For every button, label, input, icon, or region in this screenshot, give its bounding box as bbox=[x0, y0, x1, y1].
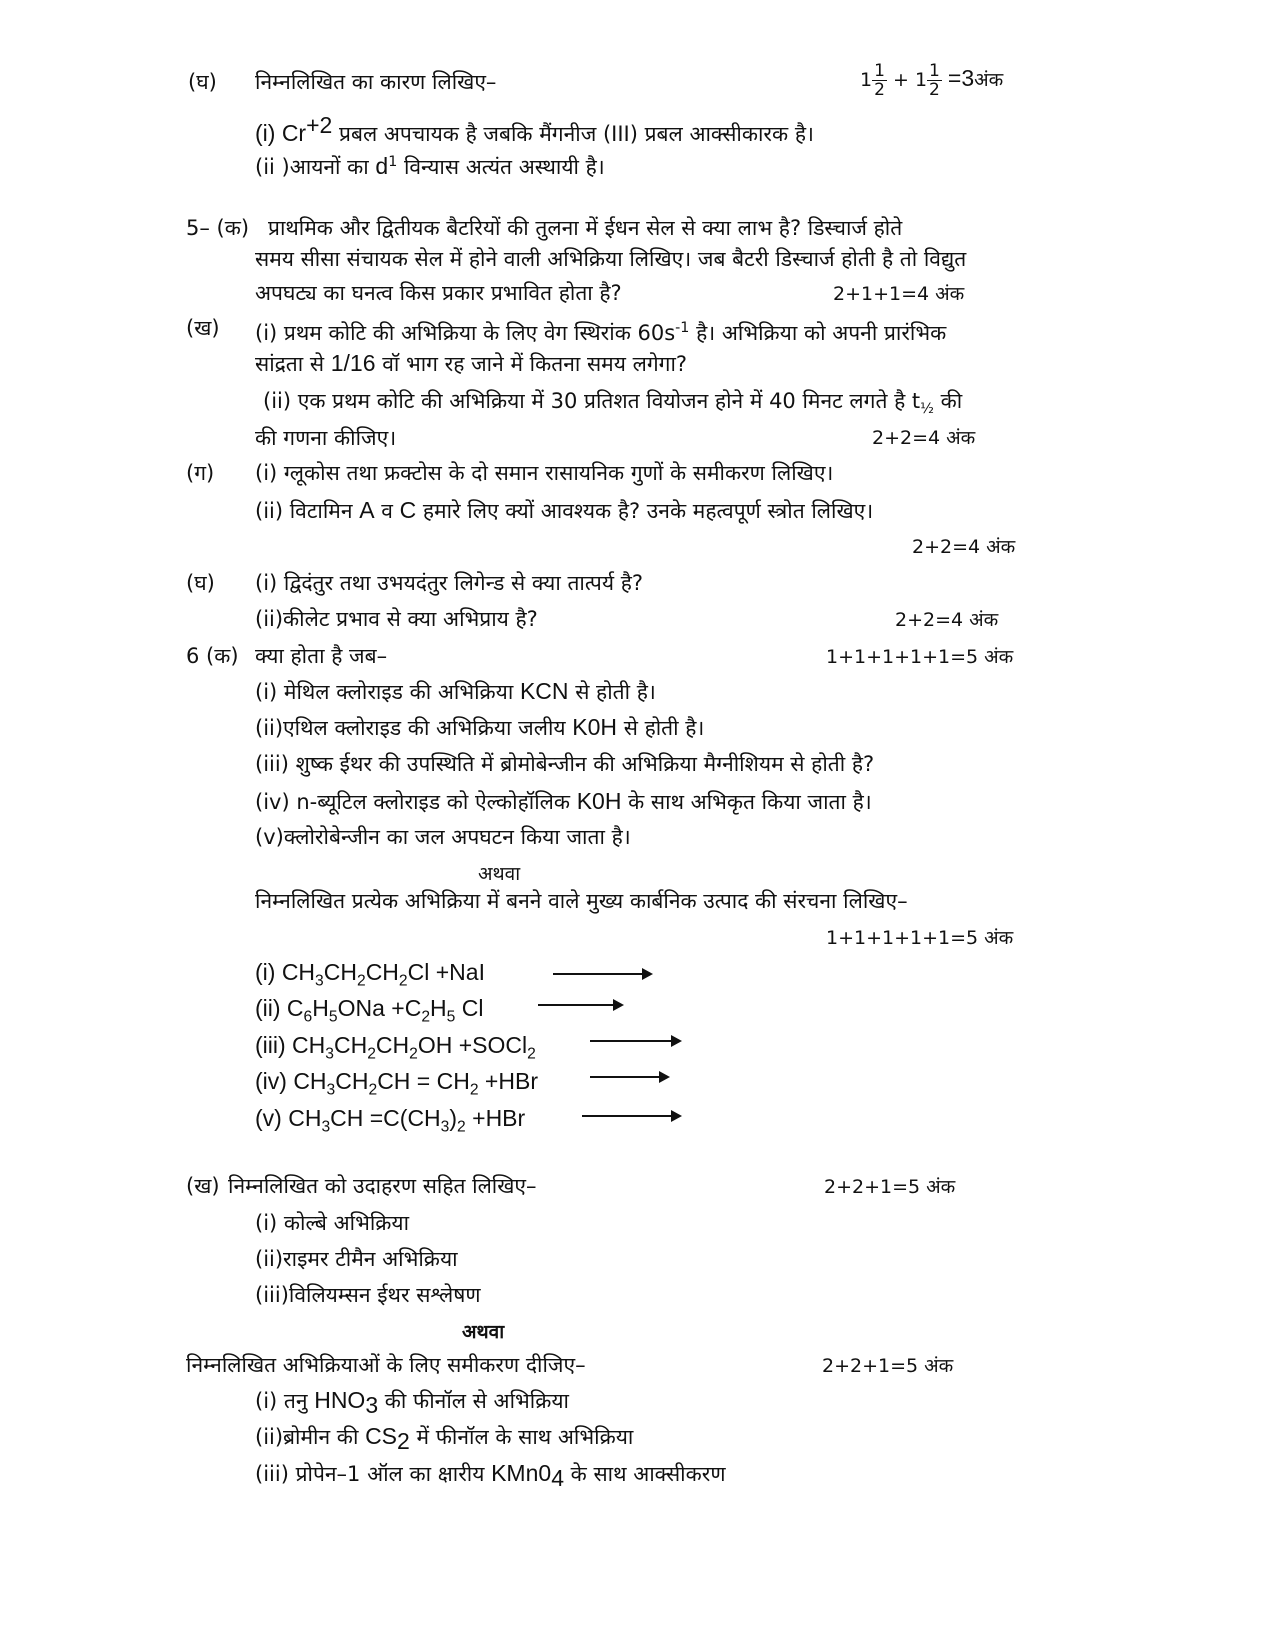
q5-ka-line3: अपघट्य का घनत्व किस प्रकार प्रभावित होता है? bbox=[255, 281, 622, 305]
reaction-4: (iv) $CH_3CH_2CH = CH_2 +HBr$ bbox=[255, 1068, 538, 1099]
q6-alt2-marks: 2+2+1=5 अंक bbox=[822, 1355, 954, 1377]
arrow-1 bbox=[553, 973, 651, 975]
q6-alt2-iii: (iii) प्रोपेन–1 ऑल का क्षारीय $KMn0_4$ के साथ आक्सीकरण bbox=[255, 1460, 726, 1492]
reaction-3: (iii) $CH_3CH_2CH_2OH$ +SOCl$_2$ bbox=[255, 1032, 536, 1063]
q4gh-marks: 1 $\frac{1}{2}$ + 1 $\frac{1}{2}$ =3अंक bbox=[860, 61, 1004, 100]
q5-ga-i: (i) ग्लूकोस तथा फ्रक्टोस के दो समान रासायनिक गुणों के समीकरण लिखिए। bbox=[255, 461, 834, 485]
q5-ga-ii: (ii) विटामिन A व C हमारे लिए क्यों आवश्यक है? उनके महत्वपूर्ण स्त्रोत लिखिए। bbox=[255, 497, 874, 523]
q4gh-i: (i) $Cr^{+2}$ प्रबल अपचायक है जबकि मैंगनीज (III) प्रबल आक्सीकारक है। bbox=[255, 112, 814, 146]
q6-kha-ii: (ii)राइमर टीमैन अभिक्रिया bbox=[255, 1247, 458, 1271]
q5-ka-line2: समय सीसा संचायक सेल में होने वाली अभिक्रिया लिखिए। जब बैटरी डिस्चार्ज होती है तो विद्युत bbox=[255, 247, 967, 271]
q5-gh-label: (घ) bbox=[186, 571, 215, 595]
q6-ka-v: (v)क्लोरोबेन्जीन का जल अपघटन किया जाता है। bbox=[255, 825, 631, 849]
q5-kha-i: (i) प्रथम कोटि की अभिक्रिया के लिए वेग स्थिरांक $60s^{-1}$ है। अभिक्रिया को अपनी प्रारंभिक bbox=[255, 320, 947, 345]
q5-ka-marks: 2+1+1=4 अंक bbox=[833, 283, 965, 305]
q6-kha-iii: (iii)विलियम्सन ईथर सश्लेषण bbox=[255, 1283, 481, 1307]
arrow-2 bbox=[538, 1004, 622, 1006]
q6-number: 6 (क) bbox=[186, 644, 239, 668]
q5-kha-ii-line2: की गणना कीजिए। bbox=[255, 426, 397, 450]
athva-2: अथवा bbox=[462, 1321, 505, 1343]
q5-kha-marks: 2+2=4 अंक bbox=[872, 427, 976, 449]
q6-alt-marks: 1+1+1+1+1=5 अंक bbox=[826, 927, 1014, 949]
q5-gh-i: (i) द्विदंतुर तथा उभयदंतुर लिगेन्ड से क्या तात्पर्य है? bbox=[255, 571, 643, 595]
q5-number: 5– (क) bbox=[186, 216, 250, 240]
q6-ka-text: क्या होता है जब– bbox=[255, 644, 388, 668]
q5-kha-i-line2: सांद्रता से 1/16 वॉ भाग रह जाने में कितना समय लगेगा? bbox=[255, 350, 688, 376]
q6-kha-marks: 2+2+1=5 अंक bbox=[824, 1176, 956, 1198]
arrow-3 bbox=[590, 1040, 680, 1042]
q5-kha-label: (ख) bbox=[186, 316, 220, 340]
q6-alt-text: निम्नलिखित प्रत्येक अभिक्रिया में बनने वाले मुख्य कार्बनिक उत्पाद की संरचना लिखिए– bbox=[255, 889, 908, 913]
q6-kha-label: (ख) bbox=[186, 1174, 220, 1198]
q6-ka-i: (i) मेथिल क्लोराइड की अभिक्रिया KCN से होती है। bbox=[255, 678, 656, 704]
q5-ga-marks: 2+2=4 अंक bbox=[912, 536, 1016, 558]
q6-ka-iv: (iv) n-ब्यूटिल क्लोराइड को ऐल्कोहॉलिक K0H के साथ अभिकृत किया जाता है। bbox=[255, 788, 872, 814]
athva-1: अथवा bbox=[478, 863, 521, 885]
q4gh-text: निम्नलिखित का कारण लिखिए– bbox=[255, 70, 497, 94]
fraction-half: $\frac{1}{2}$ bbox=[929, 61, 940, 100]
reaction-5: (v) $CH_3CH =C(CH_3)_2 +HBr$ bbox=[255, 1105, 526, 1136]
q4gh-ii: (ii )आयनों का $d^1$ विन्यास अत्यंत अस्थायी है। bbox=[255, 153, 605, 179]
q5-gh-marks: 2+2=4 अंक bbox=[895, 609, 999, 631]
q5-gh-ii: (ii)कीलेट प्रभाव से क्या अभिप्राय है? bbox=[255, 607, 538, 631]
q6-alt2-ii: (ii)ब्रोमीन की $CS_2$ में फीनॉल के साथ अभिक्रिया bbox=[255, 1423, 634, 1455]
q6-kha-i: (i) कोल्बे अभिक्रिया bbox=[255, 1211, 410, 1235]
arrow-4 bbox=[590, 1076, 668, 1078]
q6-ka-ii: (ii)एथिल क्लोराइड की अभिक्रिया जलीय K0H से होती है। bbox=[255, 714, 705, 740]
reaction-1: (i) $CH_3CH_2CH_2Cl +NaI$ bbox=[255, 959, 485, 990]
q6-ka-iii: (iii) शुष्क ईथर की उपस्थिति में ब्रोमोबेन्जीन की अभिक्रिया मैग्नीशियम से होती है? bbox=[255, 752, 875, 776]
q5-ga-label: (ग) bbox=[186, 461, 215, 485]
q6-kha-text: निम्नलिखित को उदाहरण सहित लिखिए– bbox=[228, 1174, 537, 1198]
q6-ka-marks: 1+1+1+1+1=5 अंक bbox=[826, 646, 1014, 668]
q5-ka-line1: प्राथमिक और द्वितीयक बैटरियों की तुलना में ईधन सेल से क्या लाभ है? डिस्चार्ज होते bbox=[268, 216, 903, 240]
q6-alt2-text: निम्नलिखित अभिक्रियाओं के लिए समीकरण दीजिए– bbox=[186, 1353, 586, 1377]
q4gh-label: (घ) bbox=[188, 70, 217, 94]
fraction-half: $\frac{1}{2}$ bbox=[874, 61, 885, 100]
q5-kha-ii: (ii) एक प्रथम कोटि की अभिक्रिया में 30 प्रतिशत वियोजन होने में 40 मिनट लगते है $t_{\frac{1}{2}}$ की bbox=[263, 389, 963, 418]
reaction-2: (ii) $C_6H_5ONa +C_2H_5$ Cl bbox=[255, 995, 484, 1026]
q6-alt2-i: (i) तनु $HNO_3$ की फीनॉल से अभिक्रिया bbox=[255, 1387, 569, 1419]
arrow-5 bbox=[582, 1115, 680, 1117]
